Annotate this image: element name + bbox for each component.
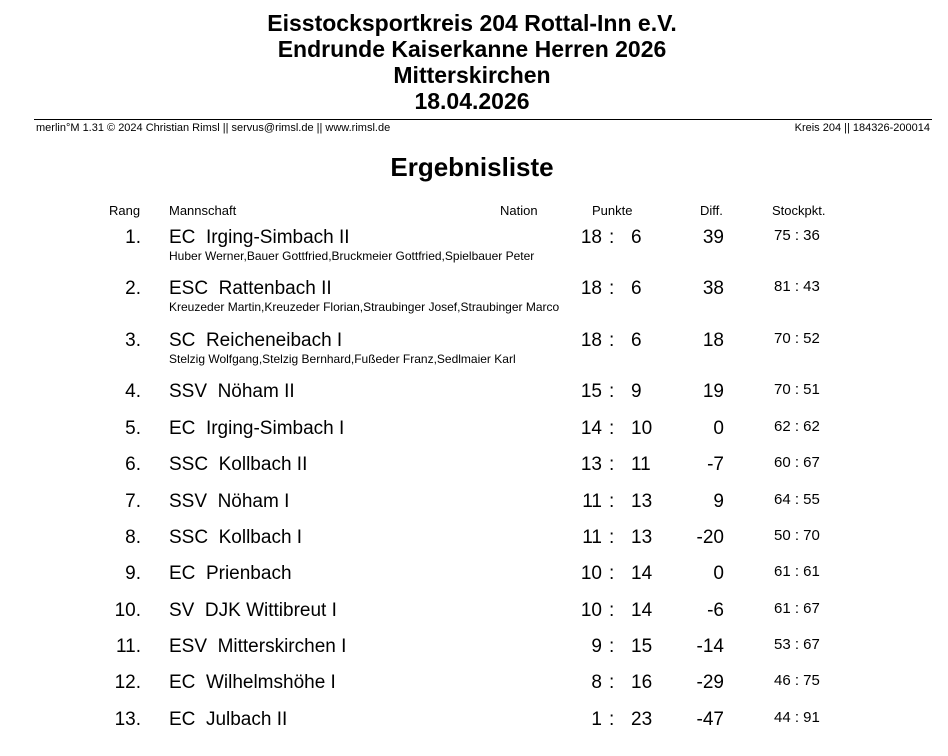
difference-cell: -14 — [696, 636, 724, 657]
table-row — [0, 672, 948, 708]
table-row — [0, 636, 948, 672]
points-won: 11 — [582, 491, 602, 512]
points-separator: : — [609, 454, 615, 475]
points-won: 1 — [591, 709, 602, 730]
team-name: EC Irging-Simbach II — [169, 227, 350, 248]
rank-cell: 11. — [115, 636, 141, 657]
column-header-rang: Rang — [109, 203, 141, 218]
points-won: 18 — [580, 227, 602, 248]
team-name: SV DJK Wittibreut I — [169, 600, 337, 621]
difference-cell: 19 — [702, 381, 724, 402]
points-won: 14 — [580, 418, 602, 439]
software-credit: merlin°M 1.31 © 2024 Christian Rimsl || servus@rimsl.de || www.rimsl.de — [36, 122, 391, 134]
difference-cell: -7 — [707, 454, 724, 475]
column-header-nation: Nation — [500, 203, 538, 218]
points-won: 15 — [580, 381, 602, 402]
header-divider — [34, 119, 932, 120]
team-players: Stelzig Wolfgang,Stelzig Bernhard,Fußeder Franz,Sedlmaier Karl — [169, 352, 516, 366]
table-row — [0, 527, 948, 563]
table-row — [0, 491, 948, 527]
rank-cell: 9. — [125, 563, 141, 584]
rank-cell: 4. — [125, 381, 141, 402]
points-separator: : — [609, 278, 615, 299]
points-separator: : — [609, 672, 615, 693]
team-name: EC Prienbach — [169, 563, 292, 584]
table-row — [0, 278, 948, 314]
column-header-mannschaft: Mannschaft — [169, 203, 237, 218]
stock-points-cell: 53 : 67 — [774, 636, 820, 653]
points-won: 9 — [591, 636, 602, 657]
table-row — [0, 227, 948, 263]
points-lost: 13 — [631, 527, 653, 548]
rank-cell: 5. — [125, 418, 141, 439]
table-row — [0, 709, 948, 745]
points-won: 13 — [580, 454, 602, 475]
points-separator: : — [609, 527, 615, 548]
team-name: EC Wilhelmshöhe I — [169, 672, 336, 693]
points-separator: : — [609, 381, 615, 402]
stock-points-cell: 60 : 67 — [774, 454, 820, 471]
points-separator: : — [609, 330, 615, 351]
difference-cell: 38 — [702, 278, 724, 299]
team-name: SC Reicheneibach I — [169, 330, 343, 351]
points-lost: 6 — [631, 330, 642, 351]
stock-points-cell: 81 : 43 — [774, 278, 820, 295]
stock-points-cell: 70 : 52 — [774, 330, 820, 347]
stock-points-cell: 75 : 36 — [774, 227, 820, 244]
column-header-stockpkt: Stockpkt. — [772, 203, 826, 218]
difference-cell: 39 — [702, 227, 724, 248]
competition-title: Endrunde Kaiserkanne Herren 2026 — [277, 36, 667, 62]
team-name: EC Irging-Simbach I — [169, 418, 345, 439]
difference-cell: -20 — [696, 527, 724, 548]
rank-cell: 6. — [125, 454, 141, 475]
rank-cell: 10. — [114, 600, 141, 621]
table-row — [0, 330, 948, 366]
points-lost: 14 — [631, 563, 653, 584]
points-lost: 15 — [631, 636, 653, 657]
points-lost: 13 — [631, 491, 653, 512]
stock-points-cell: 50 : 70 — [774, 527, 820, 544]
stock-points-cell: 44 : 91 — [774, 709, 820, 726]
stock-points-cell: 61 : 67 — [774, 600, 820, 617]
points-lost: 10 — [631, 418, 653, 439]
points-lost: 14 — [631, 600, 653, 621]
rank-cell: 1. — [125, 227, 141, 248]
rank-cell: 8. — [125, 527, 141, 548]
stock-points-cell: 64 : 55 — [774, 491, 820, 508]
event-header — [0, 10, 944, 114]
stock-points-cell: 70 : 51 — [774, 381, 820, 398]
difference-cell: 0 — [713, 563, 724, 584]
team-name: SSV Nöham I — [169, 491, 290, 512]
points-won: 10 — [580, 563, 602, 584]
stock-points-cell: 61 : 61 — [774, 563, 820, 580]
team-players: Huber Werner,Bauer Gottfried,Bruckmeier Gottfried,Spielbauer Peter — [169, 249, 535, 263]
points-separator: : — [609, 636, 615, 657]
table-row — [0, 454, 948, 490]
district-id: Kreis 204 || 184326-200014 — [794, 122, 930, 134]
team-name: ESV Mitterskirchen I — [169, 636, 347, 657]
team-name: SSC Kollbach I — [169, 527, 303, 548]
table-row — [0, 563, 948, 599]
difference-cell: 0 — [713, 418, 724, 439]
points-lost: 16 — [631, 672, 653, 693]
points-won: 18 — [580, 330, 602, 351]
points-separator: : — [609, 491, 615, 512]
event-date: 18.04.2026 — [414, 88, 530, 114]
points-lost: 9 — [631, 381, 642, 402]
rank-cell: 3. — [125, 330, 141, 351]
team-name: SSV Nöham II — [169, 381, 295, 402]
points-won: 8 — [591, 672, 602, 693]
rank-cell: 7. — [125, 491, 141, 512]
points-lost: 11 — [631, 454, 651, 475]
team-name: EC Julbach II — [169, 709, 288, 730]
points-lost: 6 — [631, 278, 642, 299]
page-title: Ergebnisliste — [390, 152, 554, 182]
table-row — [0, 381, 948, 417]
points-separator: : — [609, 563, 615, 584]
difference-cell: -47 — [696, 709, 724, 730]
points-lost: 6 — [631, 227, 642, 248]
points-won: 11 — [582, 527, 602, 548]
points-separator: : — [609, 227, 615, 248]
venue: Mitterskirchen — [393, 62, 551, 88]
difference-cell: -6 — [707, 600, 724, 621]
table-row — [0, 418, 948, 454]
team-name: SSC Kollbach II — [169, 454, 308, 475]
rank-cell: 2. — [125, 278, 141, 299]
column-header-diff: Diff. — [700, 203, 723, 218]
organizer-title: Eisstocksportkreis 204 Rottal-Inn e.V. — [267, 10, 677, 36]
rank-cell: 12. — [114, 672, 141, 693]
points-won: 10 — [580, 600, 602, 621]
team-players: Kreuzeder Martin,Kreuzeder Florian,Straubinger Josef,Straubinger Marco — [169, 300, 560, 314]
points-separator: : — [609, 418, 615, 439]
difference-cell: 18 — [702, 330, 724, 351]
points-lost: 23 — [631, 709, 653, 730]
column-header-punkte: Punkte — [592, 203, 633, 218]
difference-cell: 9 — [713, 491, 724, 512]
team-name: ESC Rattenbach II — [169, 278, 332, 299]
rank-cell: 13. — [114, 709, 141, 730]
stock-points-cell: 46 : 75 — [774, 672, 820, 689]
difference-cell: -29 — [696, 672, 724, 693]
stock-points-cell: 62 : 62 — [774, 418, 820, 435]
points-separator: : — [609, 600, 615, 621]
points-separator: : — [609, 709, 615, 730]
table-row — [0, 600, 948, 636]
points-won: 18 — [580, 278, 602, 299]
